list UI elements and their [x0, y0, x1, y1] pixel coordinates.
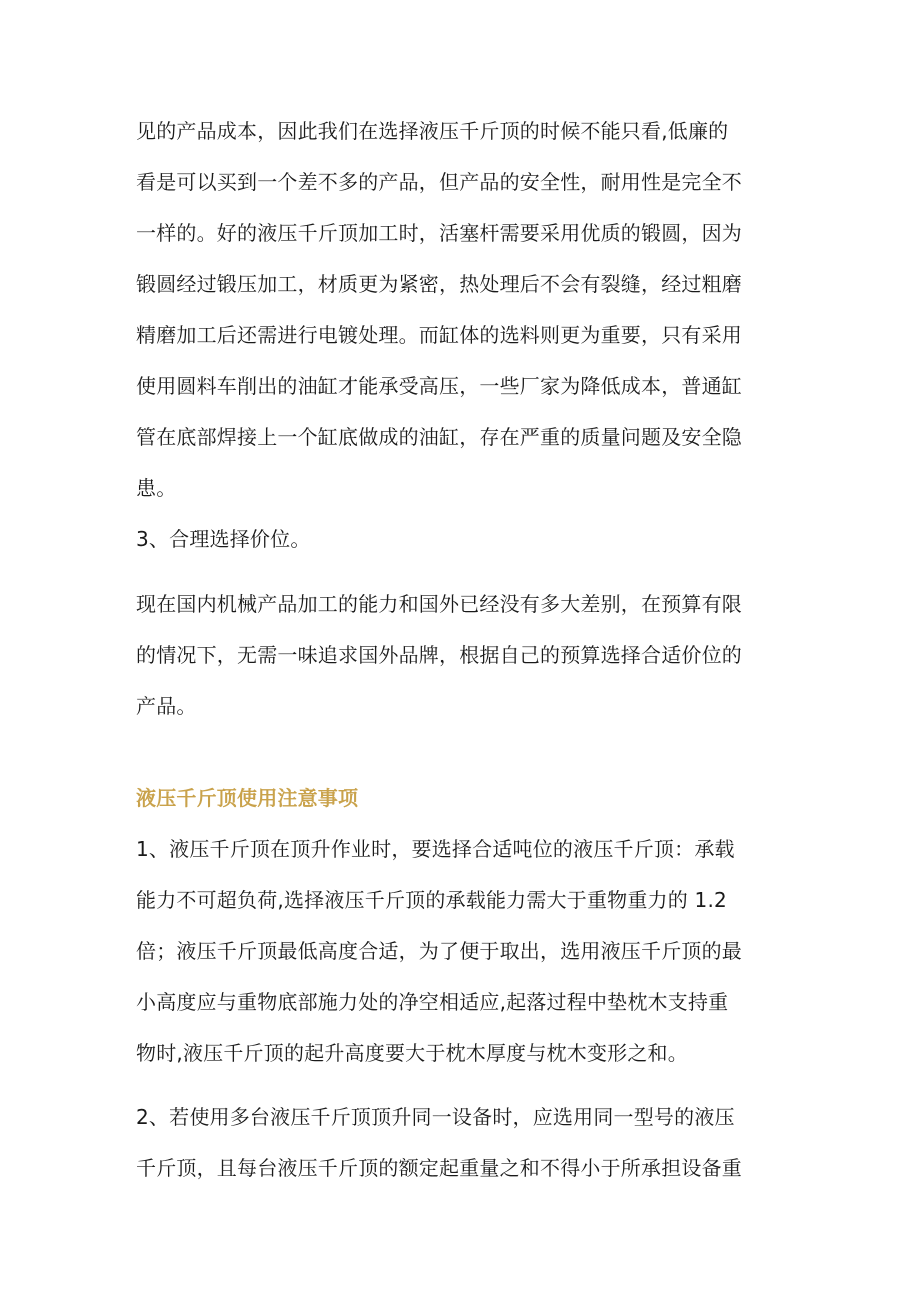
paragraph-2-line: 现在国内机械产品加工的能力和国外已经没有多大差别，在预算有限 — [136, 592, 742, 616]
paragraph-1-line: 精磨加工后还需进行电镀处理。而缸体的选料则更为重要，只有采用 — [136, 323, 742, 347]
list-item-3: 3、合理选择价位。 — [136, 527, 311, 551]
paragraph-1-line: 使用圆料车削出的油缸才能承受高压，一些厂家为降低成本，普通缸 — [136, 374, 742, 398]
paragraph-3-line: 能力不可超负荷,选择液压千斤顶的承载能力需大于重物重力的 1.2 — [136, 888, 727, 912]
paragraph-2-line: 的情况下，无需一味追求国外品牌，根据自己的预算选择合适价位的 — [136, 643, 742, 667]
paragraph-4-line: 千斤顶，且每台液压千斤顶的额定起重量之和不得小于所承担设备重 — [136, 1156, 742, 1180]
paragraph-1-line: 一样的。好的液压千斤顶加工时，活塞杆需要采用优质的锻圆，因为 — [136, 221, 742, 245]
paragraph-3-line: 倍；液压千斤顶最低高度合适，为了便于取出，选用液压千斤顶的最 — [136, 939, 742, 963]
paragraph-1-line: 锻圆经过锻压加工，材质更为紧密，热处理后不会有裂缝，经过粗磨 — [136, 272, 742, 296]
paragraph-1-line: 见的产品成本，因此我们在选择液压千斤顶的时候不能只看,低廉的 — [136, 119, 729, 143]
paragraph-1-line: 看是可以买到一个差不多的产品，但产品的安全性，耐用性是完全不 — [136, 170, 742, 194]
paragraph-1-line: 管在底部焊接上一个缸底做成的油缸，存在严重的质量问题及安全隐 — [136, 425, 742, 449]
paragraph-2-line: 产品。 — [136, 694, 197, 718]
paragraph-1-line: 患。 — [136, 476, 177, 500]
paragraph-3-line: 物时,液压千斤顶的起升高度要大于枕木厚度与枕木变形之和。 — [136, 1041, 688, 1065]
paragraph-3-line: 小高度应与重物底部施力处的净空相适应,起落过程中垫枕木支持重 — [136, 990, 729, 1014]
paragraph-4-line: 2、若使用多台液压千斤顶顶升同一设备时，应选用同一型号的液压 — [136, 1105, 735, 1129]
paragraph-3-line: 1、液压千斤顶在顶升作业时，要选择合适吨位的液压千斤顶：承载 — [136, 837, 735, 861]
section-heading: 液压千斤顶使用注意事项 — [136, 786, 359, 810]
